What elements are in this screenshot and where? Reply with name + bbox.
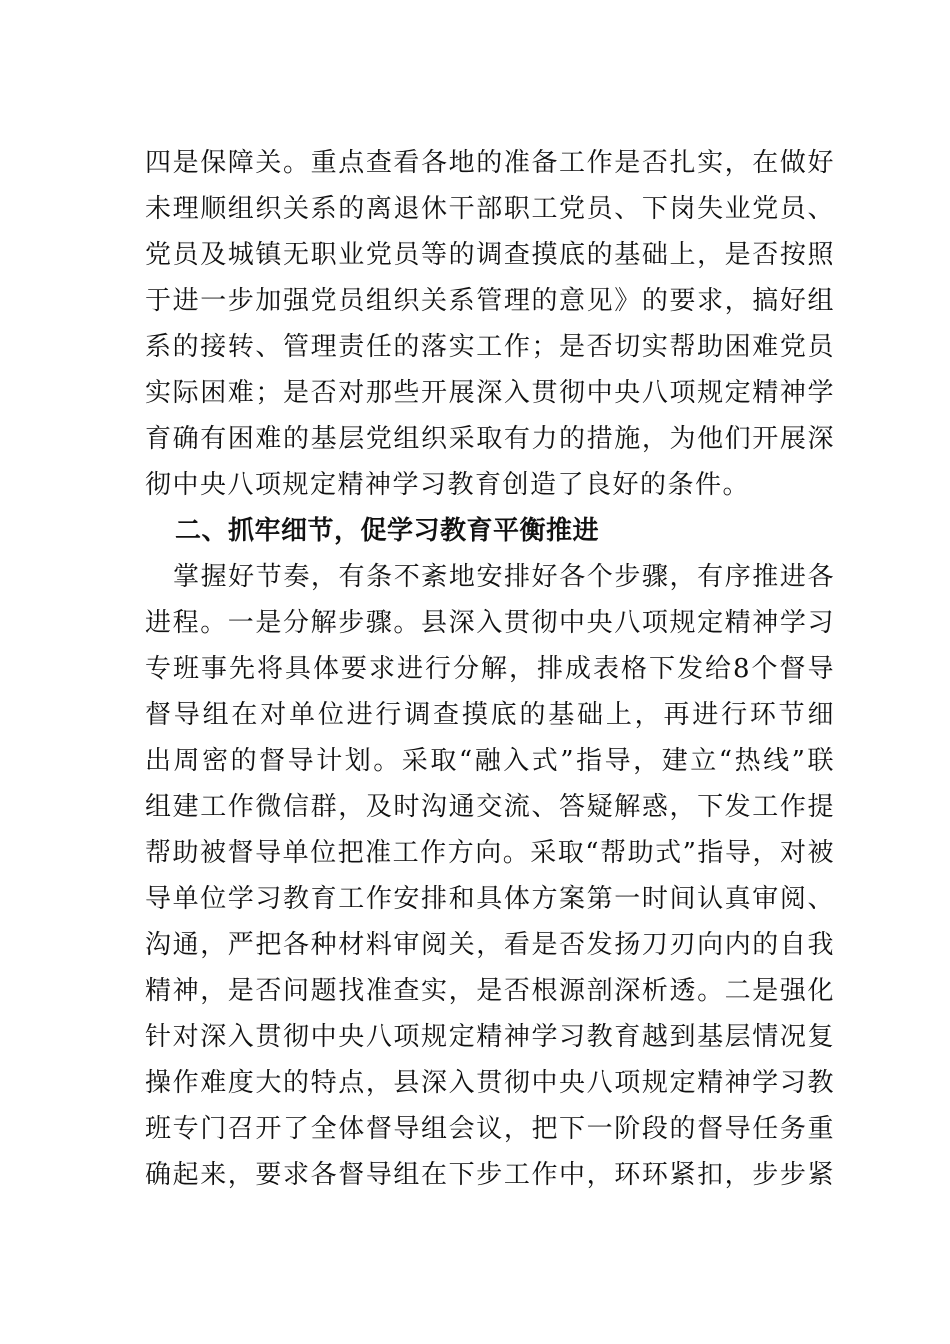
text-line: 针对深入贯彻中央八项规定精神学习教育越到基层情况复 [145,1022,835,1052]
text-line: 专班事先将具体要求进行分解，排成表格下发给8个督导 [145,654,835,684]
text-line: 导单位学习教育工作安排和具体方案第一时间认真审阅、 [145,884,835,914]
text-line: 育确有困难的基层党组织采取有力的措施，为他们开展深 [145,424,835,454]
text-line: 系的接转、管理责任的落实工作；是否切实帮助困难党员 [145,332,835,362]
text-line: 彻中央八项规定精神学习教育创造了良好的条件。 [145,470,751,500]
section-heading: 二、抓牢细节，促学习教育平衡推进 [175,516,600,546]
text-line: 沟通，严把各种材料审阅关，看是否发扬刀刃向内的自我 [145,930,835,960]
document-body [145,140,835,1198]
text-line: 督导组在对单位进行调查摸底的基础上，再进行环节细 [145,700,835,730]
text-line: 进程。一是分解步骤。县深入贯彻中央八项规定精神学习 [145,608,835,638]
text-line: 未理顺组织关系的离退休干部职工党员、下岗失业党员、 [145,194,835,224]
text-line: 确起来，要求各督导组在下步工作中，环环紧扣，步步紧 [145,1160,835,1190]
text-line: 精神，是否问题找准查实，是否根源剖深析透。二是强化 [145,976,835,1006]
text-line: 操作难度大的特点，县深入贯彻中央八项规定精神学习教 [145,1068,835,1098]
text-line: 组建工作微信群，及时沟通交流、答疑解惑，下发工作提 [145,792,835,822]
text-line: 帮助被督导单位把准工作方向。采取“帮助式”指导，对被 [145,838,835,868]
text-line: 班专门召开了全体督导组会议，把下一阶段的督导任务重 [145,1114,835,1144]
text-line: 掌握好节奏，有条不紊地安排好各个步骤，有序推进各 [173,562,835,592]
text-line: 党员及城镇无职业党员等的调查摸底的基础上，是否按照 [145,240,835,270]
text-line: 出周密的督导计划。采取“融入式”指导，建立“热线”联 [145,746,835,776]
text-line: 四是保障关。重点查看各地的准备工作是否扎实，在做好 [145,148,835,178]
text-line: 于进一步加强党员组织关系管理的意见》的要求，搞好组 [145,286,835,316]
paragraph-1 [145,140,835,508]
text-line: 实际困难；是否对那些开展深入贯彻中央八项规定精神学 [145,378,835,408]
paragraph-2 [145,554,835,1198]
